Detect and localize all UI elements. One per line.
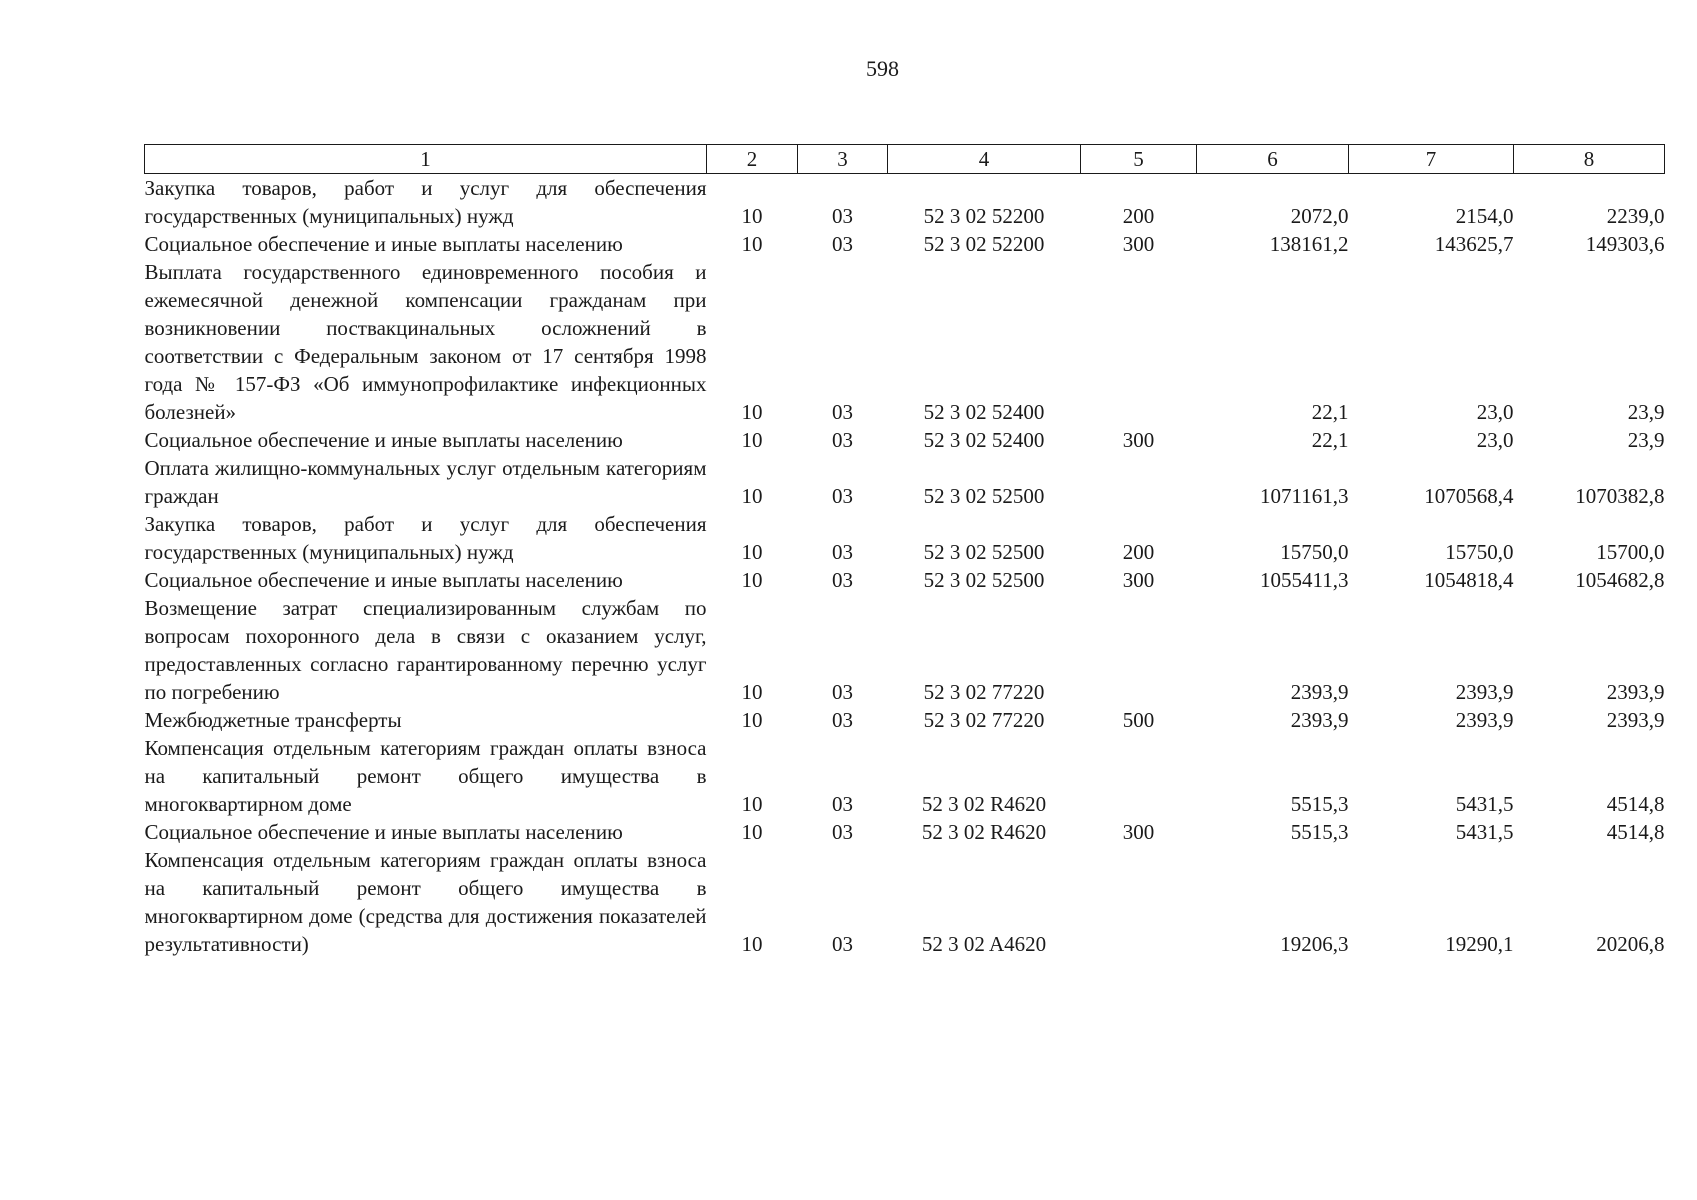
row-value-3: 1054682,8: [1575, 568, 1665, 592]
row-target-article: 52 3 02 A4620: [921, 932, 1047, 956]
row-value-2: 143625,7: [1434, 232, 1514, 256]
row-value-1: 138161,2: [1269, 232, 1349, 256]
row-value-3: 2393,9: [1606, 708, 1665, 732]
row-name: Компенсация отдельным категориям граждан оплаты взноса на капитальный ремонт общего имущества в многоквартирном доме (средства для достижения показателей результативности): [144, 848, 707, 956]
header-cell-4: 4: [888, 145, 1081, 174]
row-target-article: 52 3 02 52500: [923, 484, 1045, 508]
row-section: 10: [741, 792, 763, 816]
header-cell-3: 3: [798, 145, 888, 174]
table-row: [145, 818, 1665, 846]
row-subsection: 03: [832, 540, 853, 564]
table-row: [145, 846, 1665, 958]
row-value-2: 23,0: [1476, 428, 1514, 452]
row-expense-type: [1081, 846, 1197, 958]
row-subsection: 03: [832, 708, 853, 732]
table-row: [145, 230, 1665, 258]
row-name: Оплата жилищно-коммунальных услуг отдельным категориям граждан: [144, 456, 707, 508]
row-target-article: 52 3 02 52400: [923, 400, 1045, 424]
row-name: Социальное обеспечение и иные выплаты населению: [144, 428, 623, 452]
row-value-1: 2393,9: [1290, 680, 1349, 704]
row-value-1: 1071161,3: [1260, 484, 1349, 508]
row-section: 10: [741, 400, 763, 424]
row-target-article: 52 3 02 52200: [923, 204, 1045, 228]
table-row: [145, 734, 1665, 818]
row-subsection: 03: [832, 204, 853, 228]
row-target-article: 52 3 02 52400: [923, 428, 1045, 452]
row-subsection: 03: [832, 232, 853, 256]
row-expense-type: 300: [1122, 232, 1155, 256]
row-value-1: 22,1: [1311, 400, 1349, 424]
header-cell-1: 1: [145, 145, 707, 174]
row-value-3: 2239,0: [1606, 204, 1665, 228]
table-row: [145, 174, 1665, 231]
row-section: 10: [741, 680, 763, 704]
row-value-3: 23,9: [1627, 428, 1665, 452]
row-expense-type: 300: [1122, 820, 1155, 844]
row-section: 10: [741, 820, 763, 844]
row-value-1: 1055411,3: [1260, 568, 1349, 592]
row-target-article: 52 3 02 52500: [923, 568, 1045, 592]
row-target-article: 52 3 02 77220: [923, 708, 1045, 732]
header-cell-2: 2: [707, 145, 798, 174]
header-cell-8: 8: [1514, 145, 1665, 174]
row-section: 10: [741, 932, 763, 956]
row-name: Социальное обеспечение и иные выплаты населению: [144, 568, 623, 592]
row-section: 10: [741, 540, 763, 564]
row-value-1: 22,1: [1311, 428, 1349, 452]
row-section: 10: [741, 232, 763, 256]
row-value-1: 5515,3: [1290, 792, 1349, 816]
row-value-1: 2393,9: [1290, 708, 1349, 732]
row-value-3: 2393,9: [1606, 680, 1665, 704]
page-number: 598: [866, 56, 899, 81]
row-target-article: 52 3 02 52200: [923, 232, 1045, 256]
row-value-3: 20206,8: [1596, 932, 1665, 956]
row-expense-type: [1081, 454, 1197, 510]
header-cell-7: 7: [1349, 145, 1514, 174]
table-row: [145, 706, 1665, 734]
row-name: Социальное обеспечение и иные выплаты населению: [144, 820, 623, 844]
row-target-article: 52 3 02 52500: [923, 540, 1045, 564]
table-row: [145, 258, 1665, 426]
table-row: [145, 594, 1665, 706]
row-expense-type: [1081, 594, 1197, 706]
table-row: [145, 454, 1665, 510]
row-expense-type: 200: [1122, 204, 1155, 228]
row-value-3: 4514,8: [1606, 792, 1665, 816]
row-subsection: 03: [832, 932, 853, 956]
row-name: Выплата государственного единовременного пособия и ежемесячной денежной компенсации гражданам при возникновении поствакцинальных осложнений в соответствии с Федеральным законом от 17 сентября 1998 года № 157-ФЗ «Об иммунопрофилактике инфекционных болезней»: [144, 260, 707, 424]
table-row: [145, 510, 1665, 566]
row-value-2: 19290,1: [1445, 932, 1514, 956]
row-subsection: 03: [832, 400, 853, 424]
row-value-2: 1070568,4: [1424, 484, 1514, 508]
row-name: Возмещение затрат специализированным службам по вопросам похоронного дела в связи с оказанием услуг, предоставленных согласно гарантированному перечню услуг по погребению: [144, 596, 707, 704]
row-name: Социальное обеспечение и иные выплаты населению: [144, 232, 623, 256]
row-value-3: 23,9: [1627, 400, 1665, 424]
row-value-2: 2154,0: [1455, 204, 1514, 228]
row-value-1: 19206,3: [1280, 932, 1349, 956]
row-expense-type: [1081, 258, 1197, 426]
row-expense-type: 500: [1122, 708, 1155, 732]
row-subsection: 03: [832, 680, 853, 704]
row-name: Закупка товаров, работ и услуг для обеспечения государственных (муниципальных) нужд: [144, 176, 707, 228]
row-subsection: 03: [832, 820, 853, 844]
row-subsection: 03: [832, 568, 853, 592]
row-value-2: 23,0: [1476, 400, 1514, 424]
row-name: Межбюджетные трансферты: [144, 708, 402, 732]
row-name: Компенсация отдельным категориям граждан оплаты взноса на капитальный ремонт общего имущества в многоквартирном доме: [144, 736, 707, 816]
row-value-3: 149303,6: [1585, 232, 1665, 256]
row-target-article: 52 3 02 77220: [923, 680, 1045, 704]
row-value-2: 2393,9: [1455, 708, 1514, 732]
row-value-1: 2072,0: [1290, 204, 1349, 228]
budget-table: [144, 144, 1665, 958]
row-value-2: 2393,9: [1455, 680, 1514, 704]
row-value-2: 1054818,4: [1424, 568, 1514, 592]
header-row: [145, 145, 1665, 174]
table-row: [145, 566, 1665, 594]
row-subsection: 03: [832, 428, 853, 452]
row-section: 10: [741, 708, 763, 732]
row-value-1: 5515,3: [1290, 820, 1349, 844]
row-section: 10: [741, 484, 763, 508]
row-value-3: 1070382,8: [1575, 484, 1665, 508]
row-expense-type: 300: [1122, 568, 1155, 592]
row-section: 10: [741, 428, 763, 452]
row-value-2: 5431,5: [1455, 792, 1514, 816]
row-section: 10: [741, 204, 763, 228]
row-value-3: 15700,0: [1596, 540, 1665, 564]
header-cell-6: 6: [1197, 145, 1349, 174]
row-subsection: 03: [832, 484, 853, 508]
row-value-3: 4514,8: [1606, 820, 1665, 844]
row-target-article: 52 3 02 R4620: [921, 820, 1047, 844]
row-value-2: 5431,5: [1455, 820, 1514, 844]
row-value-1: 15750,0: [1280, 540, 1349, 564]
row-value-2: 15750,0: [1445, 540, 1514, 564]
row-expense-type: 300: [1122, 428, 1155, 452]
row-section: 10: [741, 568, 763, 592]
row-expense-type: 200: [1122, 540, 1155, 564]
row-target-article: 52 3 02 R4620: [921, 792, 1047, 816]
row-name: Закупка товаров, работ и услуг для обеспечения государственных (муниципальных) нужд: [144, 512, 707, 564]
row-expense-type: [1081, 734, 1197, 818]
table-row: [145, 426, 1665, 454]
header-cell-5: 5: [1081, 145, 1197, 174]
row-subsection: 03: [832, 792, 853, 816]
